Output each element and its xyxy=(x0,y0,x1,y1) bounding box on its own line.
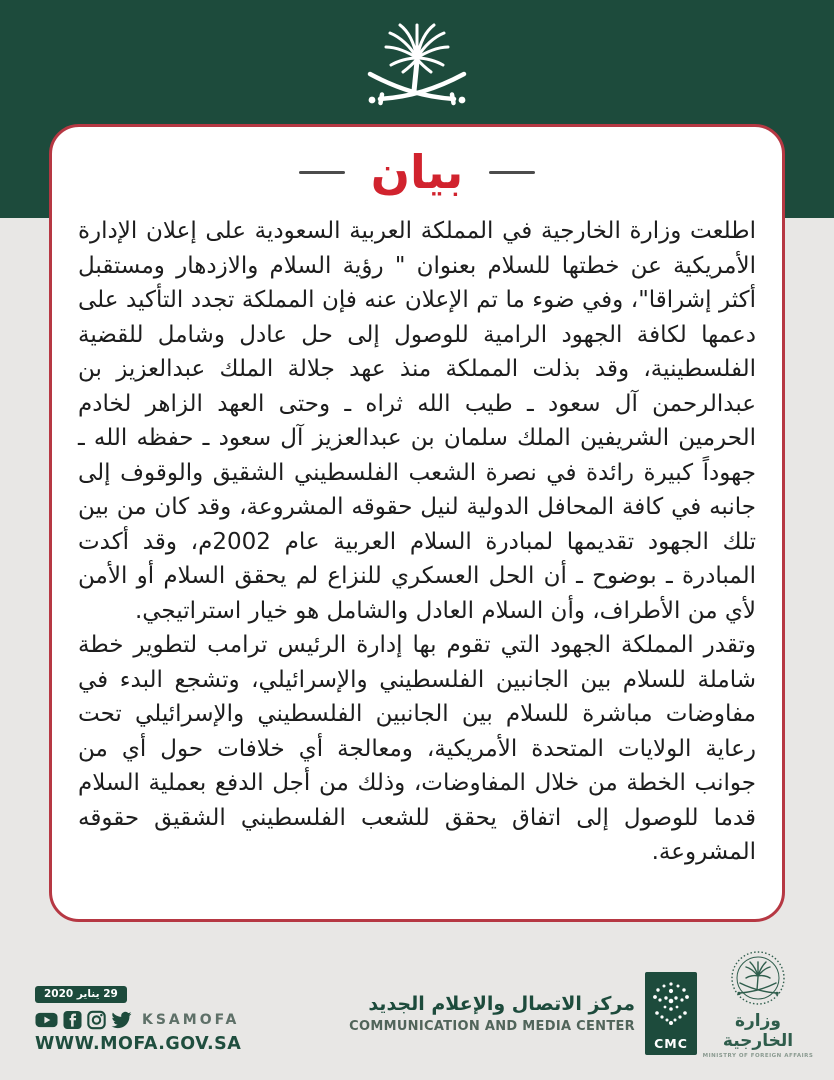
statement-title: بيان xyxy=(370,145,464,199)
mofa-name-english: MINISTRY OF FOREIGN AFFAIRS xyxy=(702,1053,814,1059)
statement-card xyxy=(49,124,785,922)
mofa-logo-group xyxy=(702,950,814,1059)
cmc-logo xyxy=(645,972,697,1055)
social-row xyxy=(35,1010,241,1030)
statement-paragraph-2: وتقدر المملكة الجهود التي تقوم بها إدارة الرئيس ترامب لتطوير خطة شاملة للسلام بين الجانبين الفلسطيني والإسرائيلي، وتشجع البدء في مفاوضات مباشرة للسلام بين الجانبين الفلسطيني والإسرائيلي تحت رعاية الولايات المتحدة الأمريكية، ومعالجة أي خلافات حول أي من جوانب الخطة من خلال المفاوضات، وذلك من أجل الدفع بعملية السلام قدما للوصول إلى اتفاق يحقق للشعب الفلسطيني الشقيق حقوقه المشروعة. xyxy=(78,632,756,866)
cmc-abbr-label: CMC xyxy=(654,1036,688,1051)
youtube-icon xyxy=(35,1010,58,1030)
statement-paragraph-1: اطلعت وزارة الخارجية في المملكة العربية السعودية على إعلان الإدارة الأمريكية عن خطتها للسلام بعنوان " رؤية السلام والازدهار ومستقبل أكثر إشراقا"، وفي ضوء ما تم الإعلان عنه فإن المملكة تجدد التأكيد على دعمها لكافة الجهود الرامية للوصول إلى حل عادل وشامل للقضية الفلسطينية، وقد بذلت المملكة منذ عهد جلالة الملك عبدالعزيز بن عبدالرحمن آل سعود ـ طيب الله ثراه ـ وحتى العهد الزاهر لخادم الحرمين الشريفين الملك سلمان بن عبدالعزيز آل سعود ـ حفظه الله ـ جهوداً كبيرة رائدة في نصرة الشعب الفلسطيني الشقيق والوقوف إلى جانبه في كافة المحافل الدولية لنيل حقوقه المشروعة، وقد كان من بين تلك الجهود تقديمها لمبادرة السلام العربية عام 2002م، وقد أكدت المبادرة ـ بوضوح ـ أن الحل العسكري للنزاع لم يحقق السلام أو الأمن لأي من الأطراف، وأن السلام العادل والشامل هو خيار استراتيجي. xyxy=(78,218,756,624)
social-handle: KSAMOFA xyxy=(142,1012,240,1028)
cmc-group xyxy=(349,972,697,1055)
facebook-icon xyxy=(63,1010,82,1030)
statement-body xyxy=(78,214,756,870)
cmc-dots-palm-icon xyxy=(645,976,697,1034)
mofa-emblem-icon xyxy=(730,950,786,1006)
title-dash-left xyxy=(299,171,345,174)
website-url: WWW.MOFA.GOV.SA xyxy=(35,1034,242,1054)
statement-title-row xyxy=(52,145,782,200)
twitter-icon xyxy=(111,1010,132,1030)
instagram-icon xyxy=(87,1010,106,1030)
cmc-text xyxy=(349,993,635,1034)
title-dash-right xyxy=(489,171,535,174)
cmc-name-english: COMMUNICATION AND MEDIA CENTER xyxy=(349,1019,635,1034)
mofa-name-arabic: وزارة الخارجية xyxy=(722,1011,794,1051)
date-badge: 29 يناير 2020 xyxy=(35,986,127,1003)
footer-left xyxy=(35,982,241,1054)
cmc-name-arabic: مركز الاتصال والإعلام الجديد xyxy=(368,993,635,1015)
saudi-emblem-icon xyxy=(362,16,472,116)
